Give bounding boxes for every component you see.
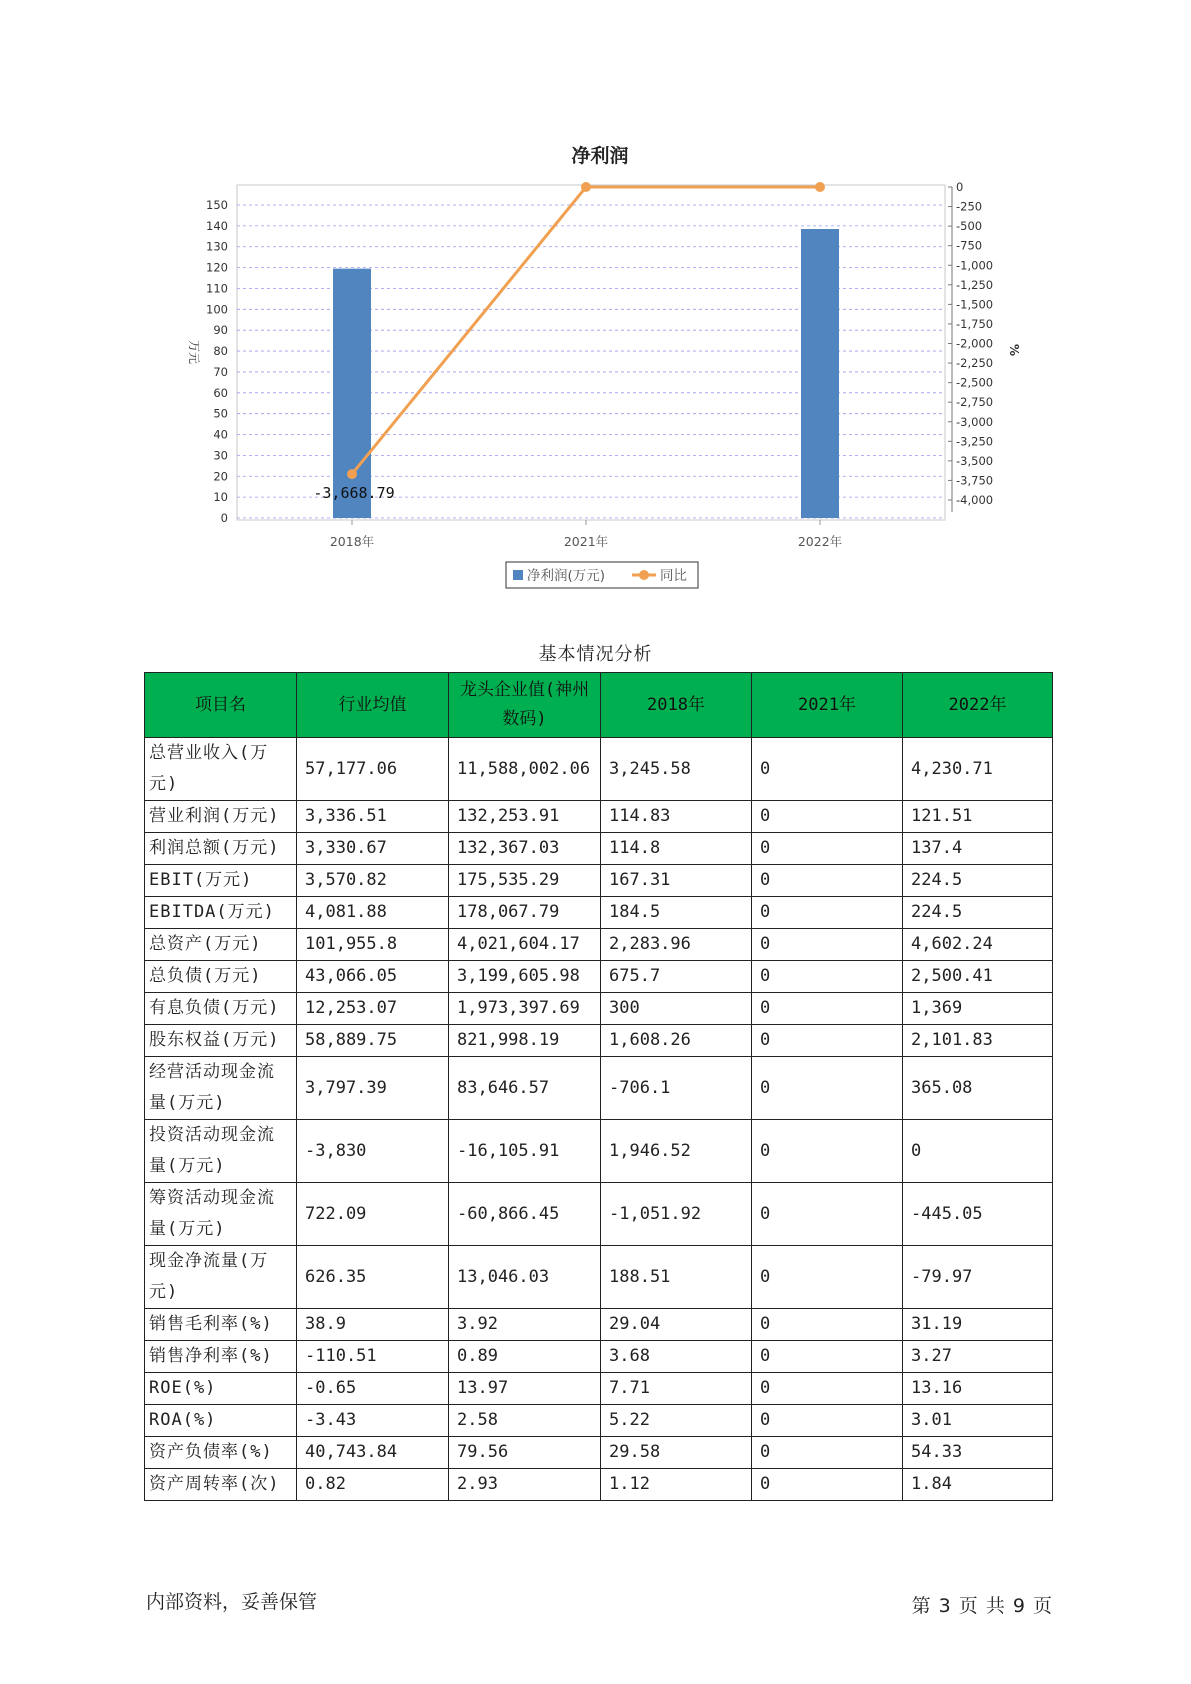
legend-line-marker — [639, 570, 649, 580]
chart-title: 净利润 — [571, 145, 629, 167]
yoy-point — [815, 182, 825, 192]
y-right-tick-label: 0 — [956, 180, 964, 194]
table-row — [145, 1183, 1053, 1246]
table-cell: -0.65 — [297, 1373, 449, 1405]
table-cell: 2.58 — [449, 1405, 601, 1437]
table-cell: 0 — [752, 1373, 903, 1405]
table-cell: 0 — [752, 897, 903, 929]
table-cell: -60,866.45 — [449, 1183, 601, 1246]
table-cell: 0 — [752, 1120, 903, 1183]
y-right-tick-label: -2,500 — [956, 375, 994, 390]
table-cell: 175,535.29 — [449, 865, 601, 897]
header-cell: 2021年 — [752, 673, 903, 738]
yoy-point — [581, 182, 591, 192]
table-cell: 0 — [752, 1057, 903, 1120]
table-cell: 3,330.67 — [297, 833, 449, 865]
table-cell: 4,021,604.17 — [449, 929, 601, 961]
table-row — [145, 1057, 1053, 1120]
table-cell: 0 — [752, 865, 903, 897]
table-cell: 4,602.24 — [903, 929, 1053, 961]
table-cell: 0 — [752, 1309, 903, 1341]
table-cell: 2,283.96 — [601, 929, 752, 961]
header-cell: 龙头企业值(神州数码) — [449, 673, 601, 738]
y-tick-label: 130 — [206, 239, 228, 254]
y-tick-label: 50 — [213, 406, 228, 421]
table-cell: 167.31 — [601, 865, 752, 897]
table-cell: 184.5 — [601, 897, 752, 929]
bar — [801, 229, 839, 518]
table-cell: 79.56 — [449, 1437, 601, 1469]
row-label-cell: EBIT(万元) — [145, 865, 297, 897]
y-right-tick-label: -750 — [956, 238, 983, 253]
table-cell: 101,955.8 — [297, 929, 449, 961]
y-right-tick-label: -2,000 — [956, 336, 994, 351]
legend-bar-label: 净利润(万元) — [527, 568, 606, 584]
row-label-cell: 销售净利率(%) — [145, 1341, 297, 1373]
table-cell: 1,973,397.69 — [449, 993, 601, 1025]
table-cell: 1,369 — [903, 993, 1053, 1025]
table-cell: 0 — [752, 801, 903, 833]
table-cell: 0 — [752, 993, 903, 1025]
table-cell: 1.12 — [601, 1469, 752, 1501]
table-cell: 40,743.84 — [297, 1437, 449, 1469]
table-cell: 300 — [601, 993, 752, 1025]
table-cell: 13.16 — [903, 1373, 1053, 1405]
table-cell: 13,046.03 — [449, 1246, 601, 1309]
y-right-tick-label: -3,000 — [956, 414, 994, 429]
table-cell: -79.97 — [903, 1246, 1053, 1309]
table-row — [145, 1341, 1053, 1373]
y-tick-label: 110 — [206, 281, 228, 296]
row-label-cell: 利润总额(万元) — [145, 833, 297, 865]
row-label-cell: 资产周转率(次) — [145, 1469, 297, 1501]
row-label-cell: 总负债(万元) — [145, 961, 297, 993]
y-tick-label: 70 — [213, 364, 228, 379]
row-label-cell: 营业利润(万元) — [145, 801, 297, 833]
table-cell: -110.51 — [297, 1341, 449, 1373]
table-cell: 0 — [752, 929, 903, 961]
table-header-row — [145, 673, 1053, 738]
table-cell: 1,946.52 — [601, 1120, 752, 1183]
x-tick-label: 2022年 — [797, 534, 843, 549]
y-right-axis-title: % — [1007, 343, 1021, 357]
y-right-tick-label: -250 — [956, 199, 983, 214]
y-tick-label: 10 — [213, 490, 228, 505]
table-row — [145, 1025, 1053, 1057]
table-row — [145, 1246, 1053, 1309]
header-cell: 项目名 — [145, 673, 297, 738]
x-tick-label: 2018年 — [329, 534, 375, 549]
table-caption: 基本情况分析 — [538, 644, 653, 665]
table-cell: 3.01 — [903, 1405, 1053, 1437]
table-row — [145, 833, 1053, 865]
table-cell: 58,889.75 — [297, 1025, 449, 1057]
table-cell: 0 — [752, 961, 903, 993]
table-cell: 224.5 — [903, 865, 1053, 897]
y-tick-label: 40 — [213, 427, 228, 442]
table-cell: 2,101.83 — [903, 1025, 1053, 1057]
y-axis-title: 万元 — [187, 339, 201, 365]
table-cell: 57,177.06 — [297, 738, 449, 801]
table-cell: 3,245.58 — [601, 738, 752, 801]
table-cell: 38.9 — [297, 1309, 449, 1341]
y-right-tick-label: -1,500 — [956, 297, 994, 312]
table-cell: 0 — [752, 1341, 903, 1373]
row-label-cell: 筹资活动现金流量(万元) — [145, 1183, 297, 1246]
table-cell: 3,336.51 — [297, 801, 449, 833]
table-cell: 0 — [752, 833, 903, 865]
header-cell: 2018年 — [601, 673, 752, 738]
row-label-cell: 资产负债率(%) — [145, 1437, 297, 1469]
table-row — [145, 1309, 1053, 1341]
y-right-tick-label: -500 — [956, 219, 983, 234]
row-label-cell: EBITDA(万元) — [145, 897, 297, 929]
table-cell: -706.1 — [601, 1057, 752, 1120]
row-label-cell: 经营活动现金流量(万元) — [145, 1057, 297, 1120]
row-label-cell: ROA(%) — [145, 1405, 297, 1437]
net-profit-chart — [0, 0, 1191, 600]
footer-confidential-note: 内部资料，妥善保管 — [146, 1591, 318, 1613]
table-cell: 13.97 — [449, 1373, 601, 1405]
table-cell: 178,067.79 — [449, 897, 601, 929]
table-cell: -16,105.91 — [449, 1120, 601, 1183]
table-cell: 0 — [903, 1120, 1053, 1183]
table-cell: 0.89 — [449, 1341, 601, 1373]
table-row — [145, 1405, 1053, 1437]
y-right-tick-label: -1,000 — [956, 258, 994, 273]
legend-bar-swatch — [513, 570, 523, 580]
y-tick-label: 140 — [206, 218, 228, 233]
y-right-tick-label: -1,750 — [956, 316, 994, 331]
table-cell: 121.51 — [903, 801, 1053, 833]
table-cell: 0 — [752, 1246, 903, 1309]
table-cell: 0 — [752, 1025, 903, 1057]
legend-line-label: 同比 — [660, 568, 687, 584]
y-right-tick-label: -2,250 — [956, 356, 994, 371]
y-tick-label: 30 — [213, 448, 228, 463]
table-cell: 3.92 — [449, 1309, 601, 1341]
table-cell: 29.04 — [601, 1309, 752, 1341]
table-cell: 83,646.57 — [449, 1057, 601, 1120]
table-cell: 821,998.19 — [449, 1025, 601, 1057]
table-cell: 31.19 — [903, 1309, 1053, 1341]
y-right-tick-label: -1,250 — [956, 277, 994, 292]
table-row — [145, 961, 1053, 993]
y-right-tick-label: -4,000 — [956, 493, 994, 507]
bar — [333, 269, 371, 518]
y-tick-label: 100 — [206, 302, 228, 317]
table-row — [145, 929, 1053, 961]
table-cell: 675.7 — [601, 961, 752, 993]
y-tick-label: 150 — [206, 198, 228, 212]
row-label-cell: 现金净流量(万元) — [145, 1246, 297, 1309]
table-cell: 224.5 — [903, 897, 1053, 929]
table-cell: 29.58 — [601, 1437, 752, 1469]
row-label-cell: 有息负债(万元) — [145, 993, 297, 1025]
y-right-tick-label: -3,750 — [956, 473, 994, 488]
table-cell: 0 — [752, 738, 903, 801]
y-right-tick-label: -2,750 — [956, 395, 994, 410]
table-cell: 0 — [752, 1437, 903, 1469]
table-cell: -3,830 — [297, 1120, 449, 1183]
table-cell: 3.27 — [903, 1341, 1053, 1373]
table-cell: 0 — [752, 1405, 903, 1437]
table-cell: 0 — [752, 1183, 903, 1246]
y-tick-label: 60 — [213, 385, 228, 400]
table-row — [145, 1120, 1053, 1183]
x-tick-label: 2021年 — [563, 534, 609, 549]
table-cell: 3.68 — [601, 1341, 752, 1373]
y-tick-label: 20 — [213, 469, 228, 484]
footer-page-number: 第 3 页 共 9 页 — [911, 1595, 1053, 1617]
table-cell: 137.4 — [903, 833, 1053, 865]
table-cell: 0.82 — [297, 1469, 449, 1501]
row-label-cell: 总资产(万元) — [145, 929, 297, 961]
table-cell: 1.84 — [903, 1469, 1053, 1501]
table-cell: 43,066.05 — [297, 961, 449, 993]
table-cell: 54.33 — [903, 1437, 1053, 1469]
table-cell: 114.83 — [601, 801, 752, 833]
table-row — [145, 1373, 1053, 1405]
table-cell: 722.09 — [297, 1183, 449, 1246]
yoy-point — [347, 469, 357, 479]
table-cell: 4,230.71 — [903, 738, 1053, 801]
table-cell: 3,797.39 — [297, 1057, 449, 1120]
table-cell: -3.43 — [297, 1405, 449, 1437]
table-cell: 1,608.26 — [601, 1025, 752, 1057]
table-cell: 12,253.07 — [297, 993, 449, 1025]
table-cell: 188.51 — [601, 1246, 752, 1309]
table-row — [145, 1437, 1053, 1469]
y-right-tick-label: -3,250 — [956, 434, 994, 449]
table-cell: 4,081.88 — [297, 897, 449, 929]
row-label-cell: 投资活动现金流量(万元) — [145, 1120, 297, 1183]
table-cell: 5.22 — [601, 1405, 752, 1437]
y-tick-label: 80 — [213, 344, 228, 359]
table-cell: -1,051.92 — [601, 1183, 752, 1246]
table-cell: 114.8 — [601, 833, 752, 865]
row-label-cell: 总营业收入(万元) — [145, 738, 297, 801]
row-label-cell: 股东权益(万元) — [145, 1025, 297, 1057]
y-tick-label: 0 — [220, 511, 228, 525]
header-cell: 2022年 — [903, 673, 1053, 738]
table-cell: 3,570.82 — [297, 865, 449, 897]
y-tick-label: 120 — [206, 260, 228, 275]
table-cell: 132,367.03 — [449, 833, 601, 865]
table-row — [145, 738, 1053, 801]
row-label-cell: 销售毛利率(%) — [145, 1309, 297, 1341]
table-cell: 132,253.91 — [449, 801, 601, 833]
table-row — [145, 1469, 1053, 1501]
y-tick-label: 90 — [213, 323, 228, 338]
table-cell: 11,588,002.06 — [449, 738, 601, 801]
table-row — [145, 897, 1053, 929]
table-cell: 626.35 — [297, 1246, 449, 1309]
table-cell: 2,500.41 — [903, 961, 1053, 993]
table-cell: 3,199,605.98 — [449, 961, 601, 993]
y-right-tick-label: -3,500 — [956, 453, 994, 468]
table-cell: 365.08 — [903, 1057, 1053, 1120]
header-cell: 行业均值 — [297, 673, 449, 738]
table-cell: 2.93 — [449, 1469, 601, 1501]
table-cell: -445.05 — [903, 1183, 1053, 1246]
table-cell: 7.71 — [601, 1373, 752, 1405]
table-row — [145, 993, 1053, 1025]
data-label: -3,668.79 — [313, 484, 395, 503]
basic-analysis-table — [144, 672, 1053, 1501]
table-row — [145, 865, 1053, 897]
row-label-cell: ROE(%) — [145, 1373, 297, 1405]
table-cell: 0 — [752, 1469, 903, 1501]
table-row — [145, 801, 1053, 833]
